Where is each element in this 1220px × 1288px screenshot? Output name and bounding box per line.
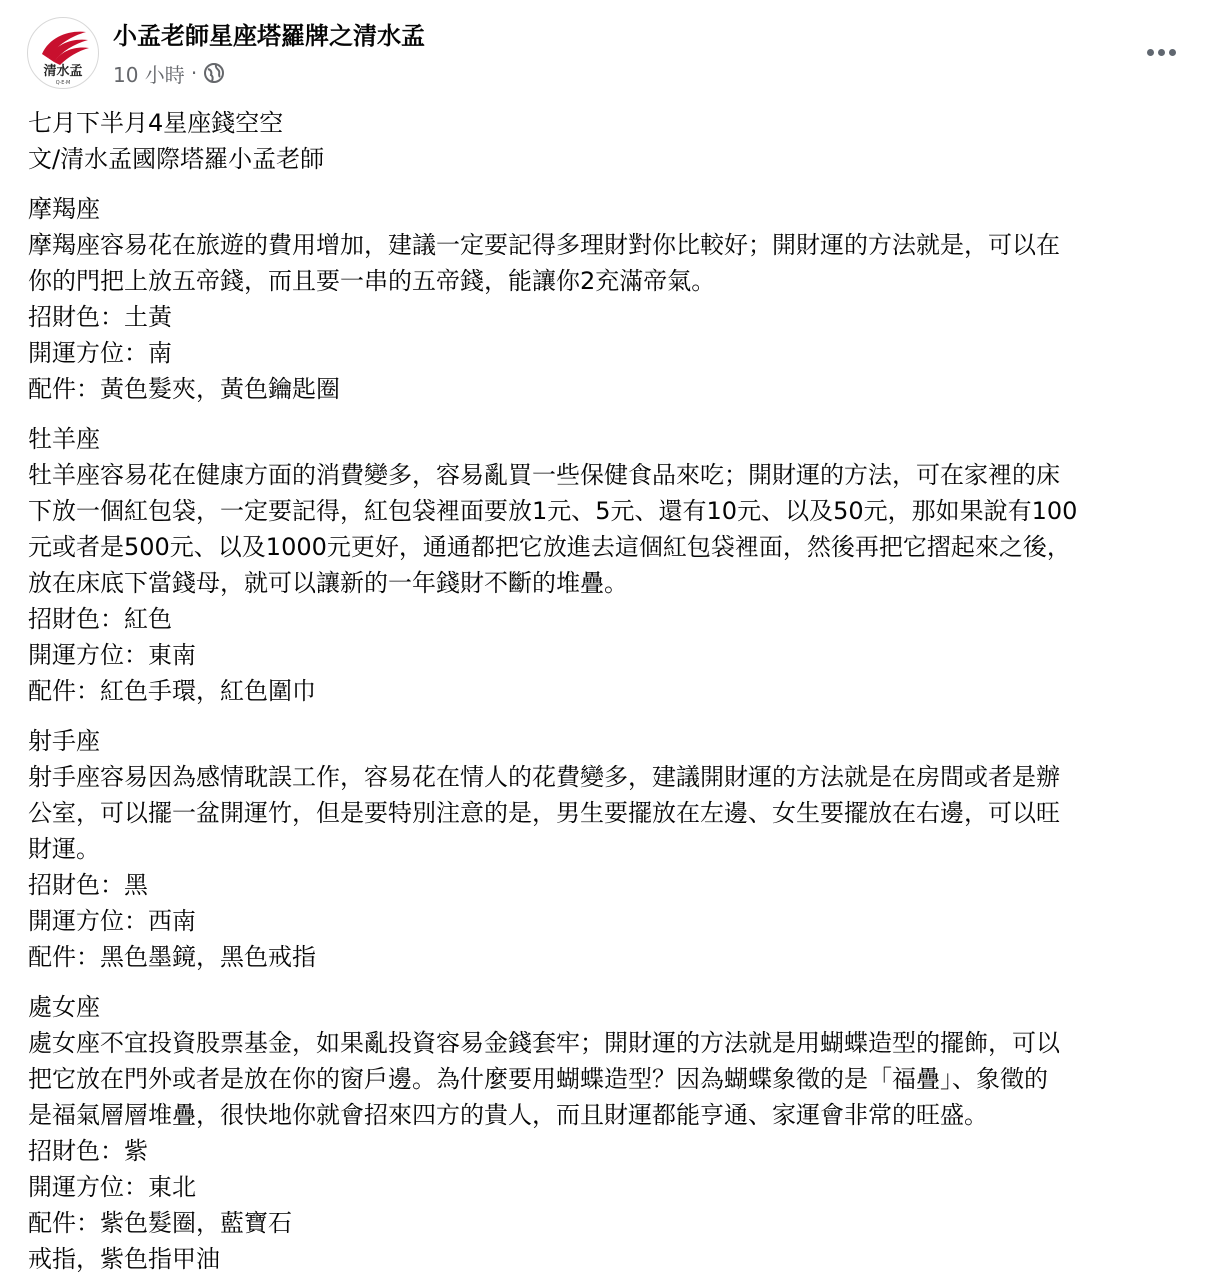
post-author: 文/清水孟國際塔羅小孟老師 (28, 145, 325, 173)
lucky-color: 招財色：紅色 (28, 605, 172, 633)
section-capricorn (28, 191, 1198, 407)
text-line: 處女座不宜投資股票基金，如果亂投資容易金錢套牢；開財運的方法就是用蝴蝶造型的擺飾，可以 (28, 1029, 1060, 1057)
section-heading: 處女座 (28, 993, 100, 1021)
section-virgo (28, 989, 1198, 1277)
post-timestamp[interactable]: 10 小時 (113, 62, 185, 87)
lucky-accessories: 配件：黃色髮夾，黃色鑰匙圈 (28, 375, 340, 403)
lucky-accessories: 配件：紅色手環，紅色圍巾 (28, 677, 316, 705)
logo-subtext: Q·E·M (55, 80, 71, 86)
text-line: 財運。 (28, 835, 100, 863)
avatar[interactable] (27, 17, 99, 89)
text-line: 射手座容易因為感情耽誤工作，容易花在情人的花費變多，建議開財運的方法就是在房間或者是辦 (28, 763, 1060, 791)
post-header (0, 0, 1220, 100)
more-horizontal-icon (1147, 49, 1176, 56)
text-line: 你的門把上放五帝錢，而且要一串的五帝錢，能讓你2充滿帝氣。 (28, 267, 716, 295)
post-title: 七月下半月4星座錢空空 (28, 109, 284, 137)
lucky-accessories-continued: 戒指，紫色指甲油 (28, 1245, 220, 1273)
text-line: 下放一個紅包袋，一定要記得，紅包袋裡面要放1元、5元、還有10元、以及50元，那如果說有100 (28, 497, 1078, 525)
section-heading: 摩羯座 (28, 195, 100, 223)
text-line: 把它放在門外或者是放在你的窗戶邊。為什麼要用蝴蝶造型？因為蝴蝶象徵的是「福疊」、象徵的 (28, 1065, 1048, 1093)
globe-icon[interactable] (203, 62, 225, 84)
text-line: 放在床底下當錢母，就可以讓新的一年錢財不斷的堆疊。 (28, 569, 628, 597)
more-options-button[interactable] (1138, 34, 1184, 70)
lucky-color: 招財色：土黃 (28, 303, 172, 331)
section-heading: 牡羊座 (28, 425, 100, 453)
lucky-direction: 開運方位：南 (28, 339, 172, 367)
text-line: 牡羊座容易花在健康方面的消費變多，容易亂買一些保健食品來吃；開財運的方法，可在家裡的床 (28, 461, 1060, 489)
lucky-color: 招財色：紫 (28, 1137, 148, 1165)
section-sagittarius (28, 723, 1198, 975)
lucky-color: 招財色：黑 (28, 871, 148, 899)
text-line: 元或者是500元、以及1000元更好，通通都把它放進去這個紅包袋裡面，然後再把它摺起來之後， (28, 533, 1071, 561)
section-aries (28, 421, 1198, 709)
post-text (28, 105, 1198, 1277)
lucky-accessories: 配件：紫色髮圈，藍寶石 (28, 1209, 292, 1237)
page-name-link[interactable]: 小孟老師星座塔羅牌之清水孟 (113, 22, 425, 50)
page-logo (28, 18, 98, 88)
section-heading: 射手座 (28, 727, 100, 755)
lucky-direction: 開運方位：東南 (28, 641, 196, 669)
lucky-direction: 開運方位：東北 (28, 1173, 196, 1201)
text-line: 公室，可以擺一盆開運竹，但是要特別注意的是，男生要擺放在左邊、女生要擺放在右邊，可以旺 (28, 799, 1060, 827)
post-meta (113, 58, 225, 88)
lucky-accessories: 配件：黑色墨鏡，黑色戒指 (28, 943, 316, 971)
lucky-direction: 開運方位：西南 (28, 907, 196, 935)
intro-block (28, 105, 1198, 177)
text-line: 摩羯座容易花在旅遊的費用增加，建議一定要記得多理財對你比較好；開財運的方法就是，可以在 (28, 231, 1060, 259)
meta-separator: · (190, 61, 198, 85)
text-line: 是福氣層層堆疊，很快地你就會招來四方的貴人，而且財運都能亨通、家運會非常的旺盛。 (28, 1101, 988, 1129)
logo-text: 清水孟 (43, 64, 83, 79)
